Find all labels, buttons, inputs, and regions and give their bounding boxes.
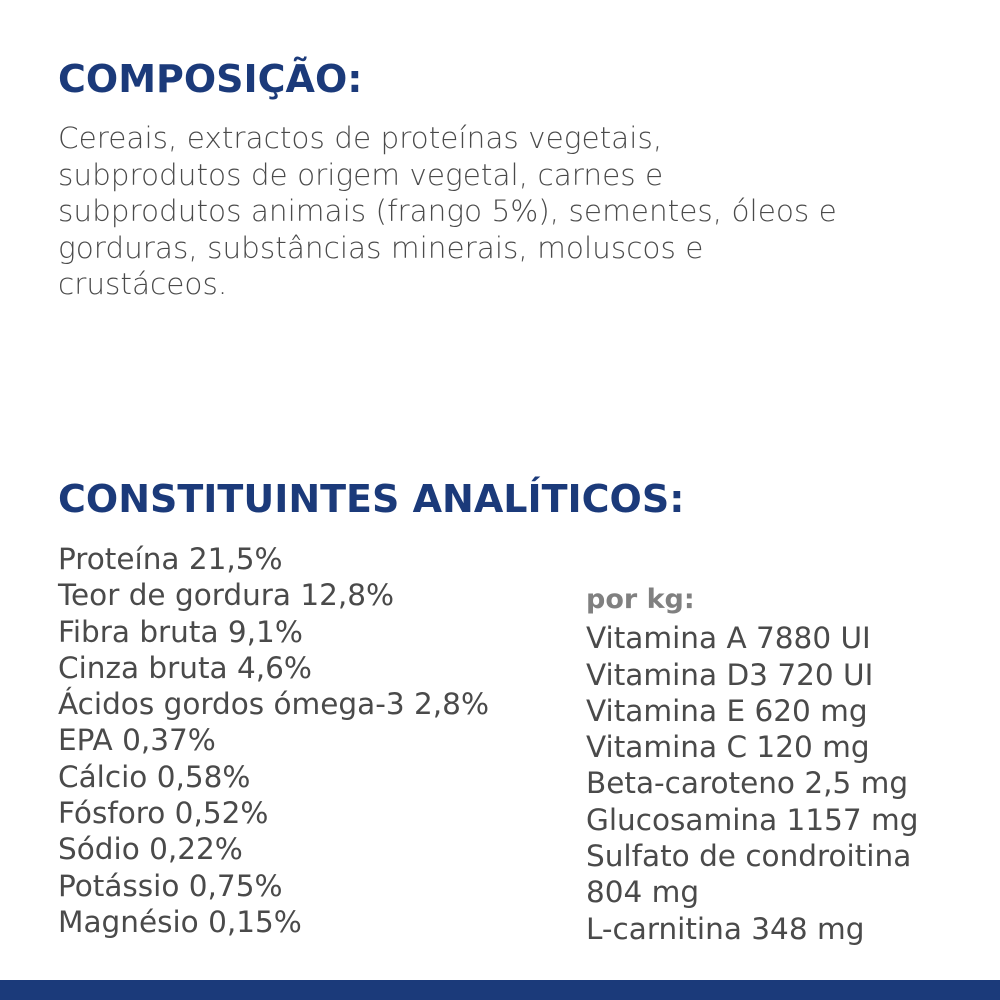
additive-item: Vitamina D3 720 UI (586, 657, 874, 692)
bottom-brand-bar (0, 980, 1000, 1000)
per-kg-list (586, 582, 918, 947)
constituent-item: Proteína 21,5% (58, 542, 283, 576)
constituent-item: Potássio 0,75% (58, 868, 283, 903)
constituent-item: Fibra bruta 9,1% (58, 614, 303, 649)
additive-item: Sulfato de condroitina (586, 839, 912, 874)
constituent-item: Cinza bruta 4,6% (58, 650, 312, 685)
per-kg-heading: por kg: (586, 584, 695, 615)
additive-item: Vitamina C 120 mg (586, 730, 870, 765)
composition-line: subprodutos animais (frango 5%), sementes, óleos e (58, 194, 837, 228)
additive-item: 804 mg (586, 875, 700, 910)
constituent-item: Cálcio 0,58% (58, 759, 251, 794)
analytical-constituents-list (58, 541, 489, 940)
additive-item: Vitamina A 7880 UI (586, 621, 871, 656)
composition-line: crustáceos. (58, 267, 228, 301)
additive-item: Beta-caroteno 2,5 mg (586, 766, 909, 801)
constituent-item: Ácidos gordos ómega-3 2,8% (58, 687, 489, 722)
constituent-item: Magnésio 0,15% (58, 904, 302, 939)
composition-line: subprodutos de origem vegetal, carnes e (58, 157, 664, 192)
composition-text (58, 120, 988, 303)
additive-item: L-carnitina 348 mg (586, 911, 865, 946)
composition-line: Cereais, extractos de proteínas vegetais, (58, 121, 663, 155)
additive-item: Vitamina E 620 mg (586, 693, 868, 728)
composition-heading: COMPOSIÇÃO: (58, 57, 363, 101)
additive-item: Glucosamina 1157 mg (586, 802, 919, 837)
analytical-heading: CONSTITUINTES ANALÍTICOS: (58, 477, 685, 521)
constituent-item: Fósforo 0,52% (58, 796, 269, 831)
constituent-item: EPA 0,37% (58, 723, 216, 758)
composition-line: gorduras, substâncias minerais, moluscos e (58, 230, 704, 265)
constituent-item: Sódio 0,22% (58, 832, 243, 867)
constituent-item: Teor de gordura 12,8% (58, 578, 395, 613)
